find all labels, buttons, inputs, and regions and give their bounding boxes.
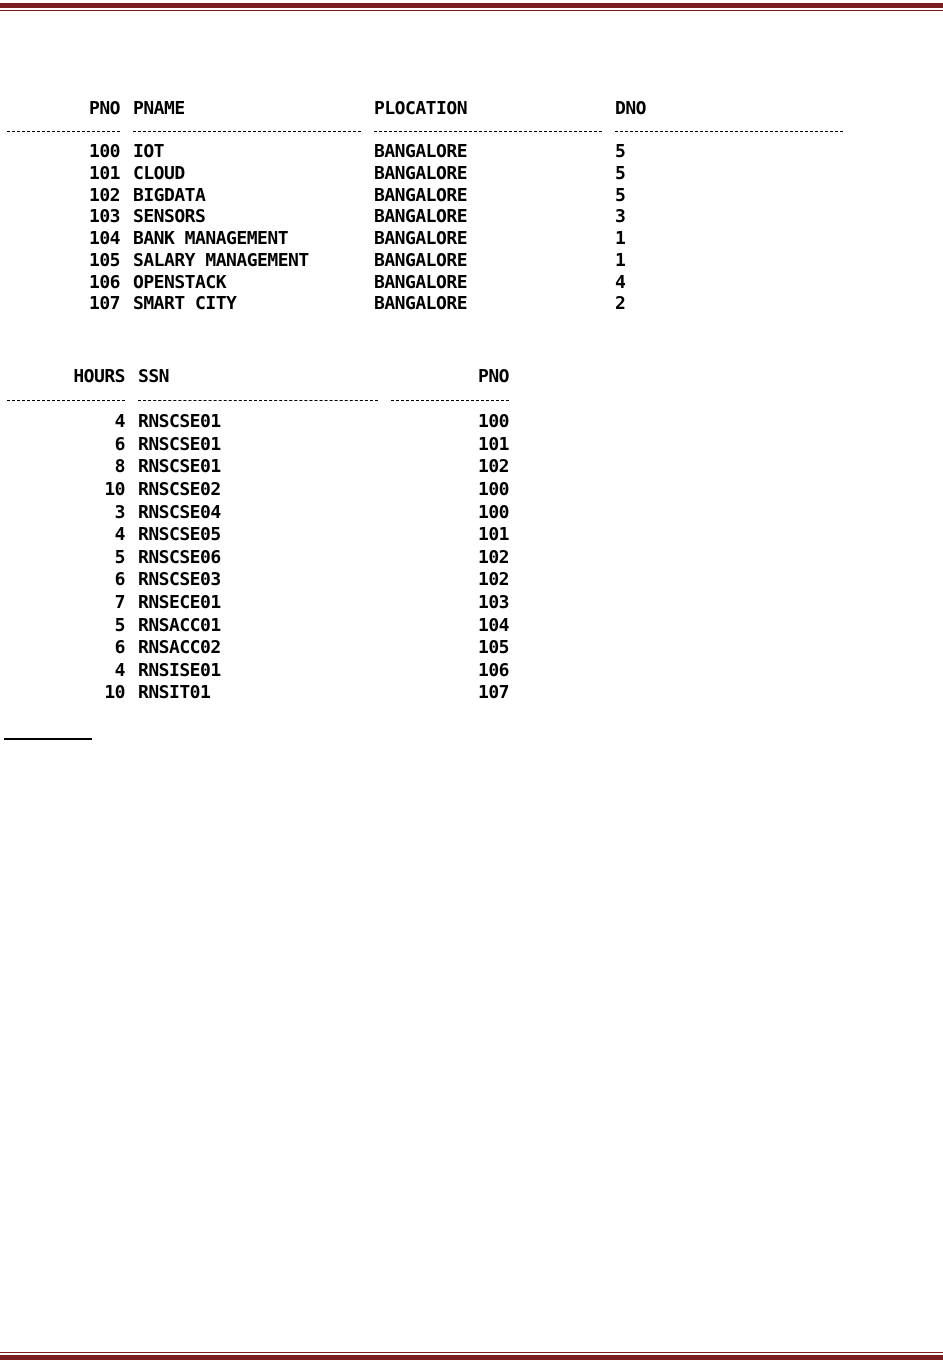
cell-pno: 100 xyxy=(477,411,509,433)
header-rule xyxy=(0,3,943,11)
table-row xyxy=(7,185,843,207)
table-row xyxy=(7,272,843,294)
separator-dashes xyxy=(7,131,120,132)
cell-pno: 107 xyxy=(477,682,509,704)
table-row xyxy=(7,660,509,683)
column-header-dno: DNO xyxy=(615,98,647,119)
separator-dashes xyxy=(138,400,378,401)
cell-pno: 102 xyxy=(88,184,120,206)
cell-hours: 7 xyxy=(114,591,125,613)
table-row xyxy=(7,250,843,272)
cell-pno: 106 xyxy=(477,659,509,681)
cell-hours: 6 xyxy=(114,569,125,591)
cell-hours: 4 xyxy=(114,524,125,546)
cell-hours: 10 xyxy=(104,682,125,704)
cell-ssn: RNSISE01 xyxy=(138,659,221,681)
footer-rule-thin xyxy=(0,1352,943,1353)
table-row xyxy=(7,411,509,434)
cell-pname: BANK MANAGEMENT xyxy=(133,228,289,250)
cell-pno: 101 xyxy=(477,433,509,455)
cell-pno: 100 xyxy=(477,501,509,523)
cell-pno: 103 xyxy=(477,591,509,613)
separator-dashes xyxy=(7,400,125,401)
cell-pno: 101 xyxy=(88,163,120,185)
table-row xyxy=(7,228,843,250)
table-row xyxy=(7,479,509,502)
column-header-plocation: PLOCATION xyxy=(374,98,468,119)
header-separator xyxy=(7,389,509,412)
cell-hours: 6 xyxy=(114,637,125,659)
cell-hours: 3 xyxy=(114,501,125,523)
cell-pno: 105 xyxy=(477,637,509,659)
table-row xyxy=(7,569,509,592)
cell-pno: 100 xyxy=(477,478,509,500)
project-rows xyxy=(7,141,843,315)
cell-pname: SMART CITY xyxy=(133,293,237,315)
footer-rule-thick xyxy=(0,1355,943,1360)
cell-pno: 104 xyxy=(88,228,120,250)
table-row xyxy=(7,547,509,570)
works-on-rows xyxy=(7,411,509,705)
cell-pno: 102 xyxy=(477,456,509,478)
table-row xyxy=(7,637,509,660)
cell-ssn: RNSACC02 xyxy=(138,637,221,659)
section-underline xyxy=(4,738,92,740)
cell-ssn: RNSCSE06 xyxy=(138,546,221,568)
cell-dno: 1 xyxy=(615,249,626,271)
cell-plocation: BANGALORE xyxy=(374,249,468,271)
cell-pname: IOT xyxy=(133,141,165,163)
cell-hours: 5 xyxy=(114,614,125,636)
cell-dno: 5 xyxy=(615,163,626,185)
cell-pno: 101 xyxy=(477,524,509,546)
table-row xyxy=(7,592,509,615)
column-header-pno: PNO xyxy=(88,98,120,119)
cell-pno: 100 xyxy=(88,141,120,163)
cell-pno: 107 xyxy=(88,293,120,315)
cell-pname: CLOUD xyxy=(133,163,185,185)
footer-rule xyxy=(0,1352,943,1360)
works-on-table xyxy=(7,366,509,705)
project-table xyxy=(7,98,843,315)
table-row xyxy=(7,206,843,228)
table-row xyxy=(7,682,509,705)
cell-dno: 4 xyxy=(615,271,626,293)
column-header-hours: HOURS xyxy=(73,366,125,387)
cell-dno: 2 xyxy=(615,293,626,315)
cell-pname: BIGDATA xyxy=(133,184,206,206)
cell-dno: 5 xyxy=(615,141,626,163)
column-header-ssn: SSN xyxy=(138,366,170,387)
cell-pno: 106 xyxy=(88,271,120,293)
cell-hours: 5 xyxy=(114,546,125,568)
column-header-pname: PNAME xyxy=(133,98,185,119)
cell-pno: 102 xyxy=(477,569,509,591)
cell-ssn: RNSCSE04 xyxy=(138,501,221,523)
cell-hours: 6 xyxy=(114,433,125,455)
table-row xyxy=(7,141,843,163)
cell-ssn: RNSCSE02 xyxy=(138,478,221,500)
table-row xyxy=(7,524,509,547)
cell-hours: 8 xyxy=(114,456,125,478)
header-separator xyxy=(7,120,843,142)
cell-ssn: RNSIT01 xyxy=(138,682,211,704)
cell-pname: SALARY MANAGEMENT xyxy=(133,249,309,271)
table-header-row xyxy=(7,98,843,120)
table-row xyxy=(7,293,843,315)
cell-plocation: BANGALORE xyxy=(374,163,468,185)
cell-hours: 10 xyxy=(104,478,125,500)
cell-plocation: BANGALORE xyxy=(374,271,468,293)
separator-dashes xyxy=(374,131,602,132)
cell-hours: 4 xyxy=(114,659,125,681)
cell-pno: 103 xyxy=(88,206,120,228)
cell-plocation: BANGALORE xyxy=(374,293,468,315)
header-rule-thick xyxy=(0,3,943,8)
cell-ssn: RNSCSE01 xyxy=(138,456,221,478)
table-row xyxy=(7,434,509,457)
header-rule-thin xyxy=(0,10,943,11)
separator-dashes xyxy=(615,131,843,132)
cell-plocation: BANGALORE xyxy=(374,206,468,228)
column-header-pno: PNO xyxy=(477,366,509,387)
table-row xyxy=(7,615,509,638)
cell-ssn: RNSCSE05 xyxy=(138,524,221,546)
table-row xyxy=(7,502,509,525)
cell-hours: 4 xyxy=(114,411,125,433)
cell-ssn: RNSCSE01 xyxy=(138,433,221,455)
table-header-row xyxy=(7,366,509,389)
cell-pname: SENSORS xyxy=(133,206,206,228)
separator-dashes xyxy=(133,131,361,132)
cell-dno: 1 xyxy=(615,228,626,250)
cell-plocation: BANGALORE xyxy=(374,184,468,206)
table-row xyxy=(7,456,509,479)
cell-pno: 102 xyxy=(477,546,509,568)
cell-pno: 105 xyxy=(88,249,120,271)
cell-ssn: RNSACC01 xyxy=(138,614,221,636)
cell-pno: 104 xyxy=(477,614,509,636)
cell-plocation: BANGALORE xyxy=(374,228,468,250)
cell-ssn: RNSCSE03 xyxy=(138,569,221,591)
cell-plocation: BANGALORE xyxy=(374,141,468,163)
table-row xyxy=(7,163,843,185)
cell-dno: 3 xyxy=(615,206,626,228)
cell-dno: 5 xyxy=(615,184,626,206)
separator-dashes xyxy=(391,400,509,401)
cell-ssn: RNSECE01 xyxy=(138,591,221,613)
cell-ssn: RNSCSE01 xyxy=(138,411,221,433)
cell-pname: OPENSTACK xyxy=(133,271,227,293)
